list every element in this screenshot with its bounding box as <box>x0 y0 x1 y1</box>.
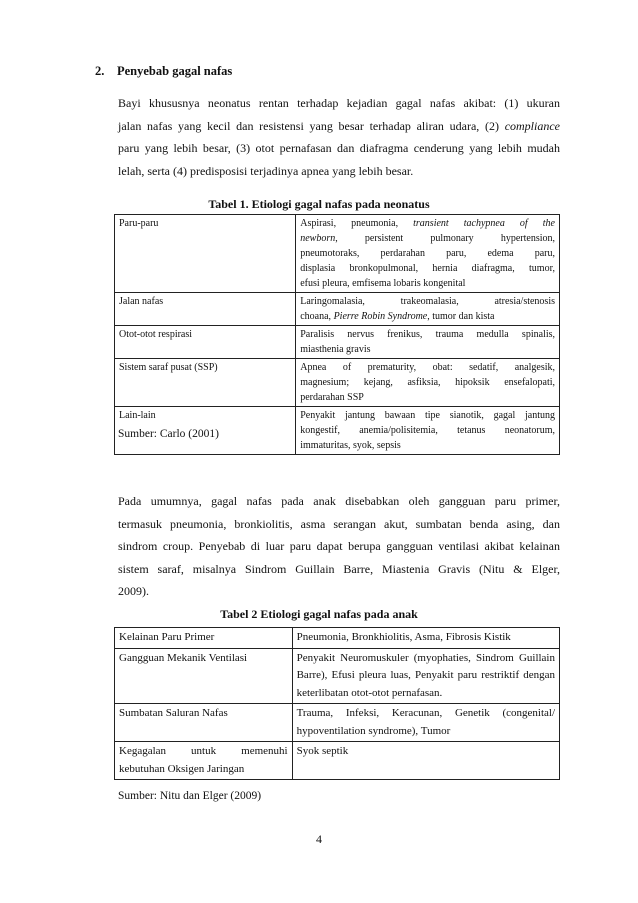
table-row <box>115 215 560 293</box>
table-cell-category: Lain-lain <box>115 407 296 455</box>
table-cell-cause: Trauma, Infeksi, Keracunan, Genetik (congenital/ hypoventilation syndrome), Tumor <box>292 704 559 742</box>
paragraph-line: lelah, serta (4) predisposisi terjadinya apnea yang lebih besar. <box>118 163 414 178</box>
table-cell-category: Paru-paru <box>115 215 296 293</box>
table-cell-category: Sistem saraf pusat (SSP) <box>115 359 296 407</box>
table-cell-category: Kelainan Paru Primer <box>115 628 293 649</box>
page-number: 4 <box>316 832 322 846</box>
section-title: Penyebab gagal nafas <box>117 64 233 78</box>
table-row <box>115 359 560 407</box>
table-row <box>115 628 560 649</box>
table-cell-category: Gangguan Mekanik Ventilasi <box>115 648 293 704</box>
table1-source: Sumber: Carlo (2001) <box>118 428 219 440</box>
table-row <box>115 704 560 742</box>
table-row <box>115 648 560 704</box>
table1 <box>114 214 560 455</box>
paragraph-line: paru yang lebih besar, (3) otot pernafasan dan diafragma cenderung yang lebih mudah <box>118 141 560 155</box>
table-cell-category: Jalan nafas <box>115 293 296 326</box>
table-cell-cause: Apnea of prematurity, obat: sedatif, analgesik, magnesium; kejang, asfiksia, hipoksik ensefalopati, perdarahan SSP <box>296 359 560 407</box>
paragraph-line: jalan nafas yang kecil dan resistensi yang besar terhadap aliran udara, (2) compliance <box>118 118 560 133</box>
table-cell-cause: Laringomalasia, trakeomalasia, atresia/stenosis choana, Pierre Robin Syndrome, tumor dan kista <box>296 293 560 326</box>
table-cell-cause: Pneumonia, Bronkhiolitis, Asma, Fibrosis Kistik <box>292 628 559 649</box>
table-cell-cause: Syok septik <box>292 742 559 780</box>
table-cell-category: Kegagalan untuk memenuhi kebutuhan Oksigen Jaringan <box>115 742 293 780</box>
table-row <box>115 293 560 326</box>
table-cell-category: Sumbatan Saluran Nafas <box>115 704 293 742</box>
section-number: 2. <box>95 64 105 78</box>
paragraph-line: Pada umumnya, gagal nafas pada anak disebabkan oleh gangguan paru primer, <box>118 494 560 508</box>
intro-paragraph <box>118 92 560 182</box>
paragraph-line: termasuk pneumonia, bronkiolitis, asma serangan akut, sumbatan benda asing, dan <box>118 516 560 531</box>
body-paragraph <box>118 490 560 603</box>
table-cell-cause: Penyakit jantung bawaan tipe sianotik, gagal jantung kongestif, anemia/polisitemia, tetanus neonatorum, immaturitas, syok, sepsis <box>296 407 560 455</box>
table-row <box>115 742 560 780</box>
table-cell-cause: Penyakit Neuromuskuler (myophaties, Sindrom Guillain Barre), Efusi pleura luas, Penyakit paru restriktif dengan keterlibatan otot-otot pernafasan. <box>292 648 559 704</box>
table-cell-category: Otot-otot respirasi <box>115 326 296 359</box>
table2-caption: Tabel 2 Etiologi gagal nafas pada anak <box>220 607 418 621</box>
table2 <box>114 627 560 780</box>
paragraph-line: Bayi khususnya neonatus rentan terhadap kejadian gagal nafas akibat: (1) ukuran <box>118 96 560 110</box>
table2-source: Sumber: Nitu dan Elger (2009) <box>118 790 262 802</box>
paragraph-line: sistem saraf, misalnya Sindrom Guillain Barre, Miastenia Gravis (Nitu & Elger, <box>118 561 560 576</box>
paragraph-line: sindrom croup. Penyebab di luar paru dapat berupa gangguan ventilasi akibat kelainan <box>118 539 560 553</box>
compliance-term: compliance <box>504 118 560 133</box>
table-row <box>115 326 560 359</box>
table-cell-cause: Aspirasi, pneumonia, transient tachypnea of the newborn, persistent pulmonary hypertension, pneumotoraks, perdarahan paru, edema paru, displasia bronkopulmonal, hernia diafragma, tumor, efusi pleura, emfisema lobaris kongenital <box>296 215 560 293</box>
section-heading <box>95 64 232 79</box>
table-cell-cause: Paralisis nervus frenikus, trauma medulla spinalis, miasthenia gravis <box>296 326 560 359</box>
paragraph-line: 2009). <box>118 584 149 598</box>
table1-caption: Tabel 1. Etiologi gagal nafas pada neonatus <box>208 197 430 211</box>
